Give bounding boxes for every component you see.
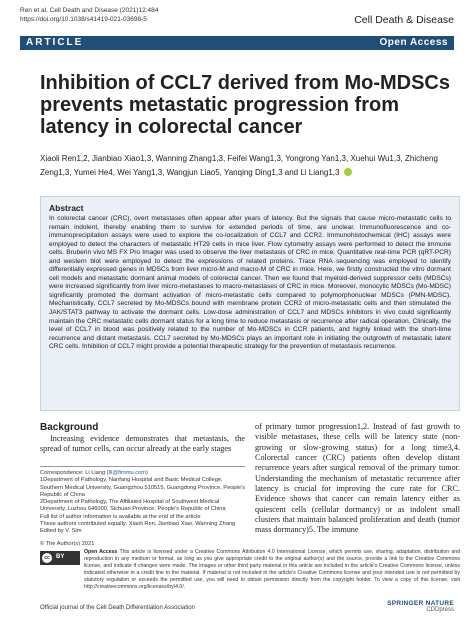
open-access-title: Open Access <box>84 549 118 555</box>
license-area <box>40 541 460 590</box>
correspondence-label: Correspondence: Li Liang ( <box>40 470 109 476</box>
springer-nature-logo: SPRINGER NATURE <box>387 600 454 607</box>
right-column-text: of primary tumor progression1,2. Instead of fast growth to visible metastases, these cells will be latency state (non-growing or slow-growing status) for a long time3,4. Colorectal cancer (CRC) patients often develop distant recurrence years after surgical removal of the primary tumor. Understanding the mechanism of metastatic recurrence after latency is crucial for improving the cure rate for CRC. Evidence shows that cancer can remain latency either as quiescent cells (cellular dormancy) or as indolent small clusters that maintain balanced proliferation and death (tumor mass dormancy)5. The immune <box>255 422 460 535</box>
article-type-label: ARTICLE <box>26 37 84 48</box>
footnotes <box>40 466 245 536</box>
citation-line: Ren et al. Cell Death and Disease (2021)12:484 <box>20 7 159 14</box>
license-text <box>84 549 460 590</box>
affiliation-note: Full list of author information is available at the end of the article <box>40 513 201 520</box>
author-names: Xiaoli Ren1,2, Jianbiao Xiao1,3, Wanning Zhang1,3, Feifei Wang1,3, Yongrong Yan1,3, Xuehui Wu1,3, Zhicheng Zeng1,3, Yumei He4, Wei Yang1,3, Wangjun Liao5, Yanqing Ding1,3 and Li Liang1,3 <box>40 154 438 177</box>
open-access-label: Open Access <box>379 37 448 48</box>
cc-icon: cc <box>42 553 52 563</box>
abstract-heading: Abstract <box>49 203 84 213</box>
affiliation-1: 1Department of Pathology, Nanfang Hospital and Basic Medical College, Southern Medical University, Guangzhou 510515, Guangdong Province, People's Republic of China <box>40 477 245 498</box>
email-link[interactable]: lli@fimmu.com <box>108 470 146 476</box>
author-list <box>40 152 460 180</box>
article-title: Inhibition of CCL7 derived from Mo-MDSCs prevents metastatic progression from latency in colorectal cancer <box>40 72 450 138</box>
orcid-icon[interactable] <box>344 168 352 176</box>
footer-journal-line: Official journal of the Cell Death Differentiation Association <box>40 605 195 611</box>
by-icon: BY <box>56 554 65 560</box>
background-text: Increasing evidence demonstrates that metastasis, the spread of tumor cells, can occur already at the early stages <box>40 434 245 453</box>
license-body: This article is licensed under a Creative Commons Attribution 4.0 International License, which permits use, sharing, adaptation, distribution and reproduction in any medium or format, as long as you give appropriate credit to the original author(s) and the source, provide a link to the Creative Commons license, and indicate if changes were made. The images or other third party material in this article are included in the article's Creative Commons license, unless indicated otherwise in a credit line to the material. If material is not included in the article's Creative Commons license and your intended use is not permitted by statutory regulation or exceeds the permitted use, you will need to obtain permission directly from the copyright holder. To view a copy of this license, visit http://creativecommons.org/licenses/by/4.0/. <box>84 549 460 590</box>
editor-line: Edited by V. Sim <box>40 528 82 535</box>
cddpress-logo: CDDpress <box>426 607 454 613</box>
background-heading: Background <box>40 422 99 433</box>
abstract-box <box>40 196 460 411</box>
article-banner <box>20 36 454 50</box>
publisher-logo <box>387 600 454 613</box>
copyright-line: © The Author(s) 2021 <box>40 541 95 547</box>
doi-link[interactable]: https://doi.org/10.1038/s41419-021-03698-5 <box>20 16 147 23</box>
affiliation-2: 2Department of Pathology, The Affiliated Hospital of Southwest Medical University, Luzhou 646000, Sichuan Province, People's Republic of China <box>40 499 226 513</box>
journal-name: Cell Death & Disease <box>354 14 454 26</box>
citation-block <box>20 6 260 24</box>
equal-contribution: These authors contributed equally: Xiaoli Ren, Jianbiao Xiao, Wanning Zhang <box>40 521 236 528</box>
cc-license-icon[interactable] <box>40 551 80 565</box>
correspondence-line <box>40 470 245 477</box>
correspondence-end: ) <box>145 470 148 476</box>
abstract-text: In colorectal cancer (CRC), overt metastases often appear after years of latency. But the signals that cause micro-metastatic cells to remain indolent, thereby enabling them to survive for extended periods of time, are unclear. Immunofluorescence and co-immunoprecipitation assays were used to explore the co-localization of CCL7 and CCR2. Immunohistochemical (IHC) assays were employed to detect the characters of metastatic HT29 cells in mice liver. Flow cytometry assays were performed to detect the immune cells. Bruberin vivo MS FX Pro Imager was used to observe the liver metastasis of CRC in mice. Quantitative real-time PCR (qRT-PCR) and western blot were employed to detect the expressions of related proteins. Trace RNA sequencing was employed to identify differentially expressed genes in MDSCs from liver micro-M and macro-M of CRC in mice. Here, we firstly constructed the vitro dormant cell models and metastatic dormant animal models of colorectal cancer. Then we found that myeloid-derived suppressor cells (MDSCs) were increased significantly from liver micro-metastases to macro-metastases of CRC in mice. Moreover, monocytic MDSCs (Mo-MDSC) significantly promoted the dormant activation of micro-metastatic cells compared to polymorphonuclear MDSCs (PMN-MDSC). Mechanistically, CCL7 secreted by Mo-MDSCs bound with membrane protein CCR2 of micro-metastatic cells and then stimulated the JAK/STAT3 pathway to activate the dormant cells. Low-dose administration of CCL7 and MDSCs inhibitors in vivo could significantly maintain the CRC metastatic cells dormant status for a long time to reduce metastasis or recurrence after radical operation. Clinically, the level of CCL7 in blood was positively related to the number of Mo-MDSCs in CCR patients, and highly linked with the short-time recurrence and distant metastasis. CCL7 secreted by Mo-MDSCs plays an important role in initiating the outgrowth of metastatic latent CRC cells. Inhibition of CCL7 might provide a potential therapeutic strategy for the prevention of metastasis recurrence. <box>49 215 451 351</box>
